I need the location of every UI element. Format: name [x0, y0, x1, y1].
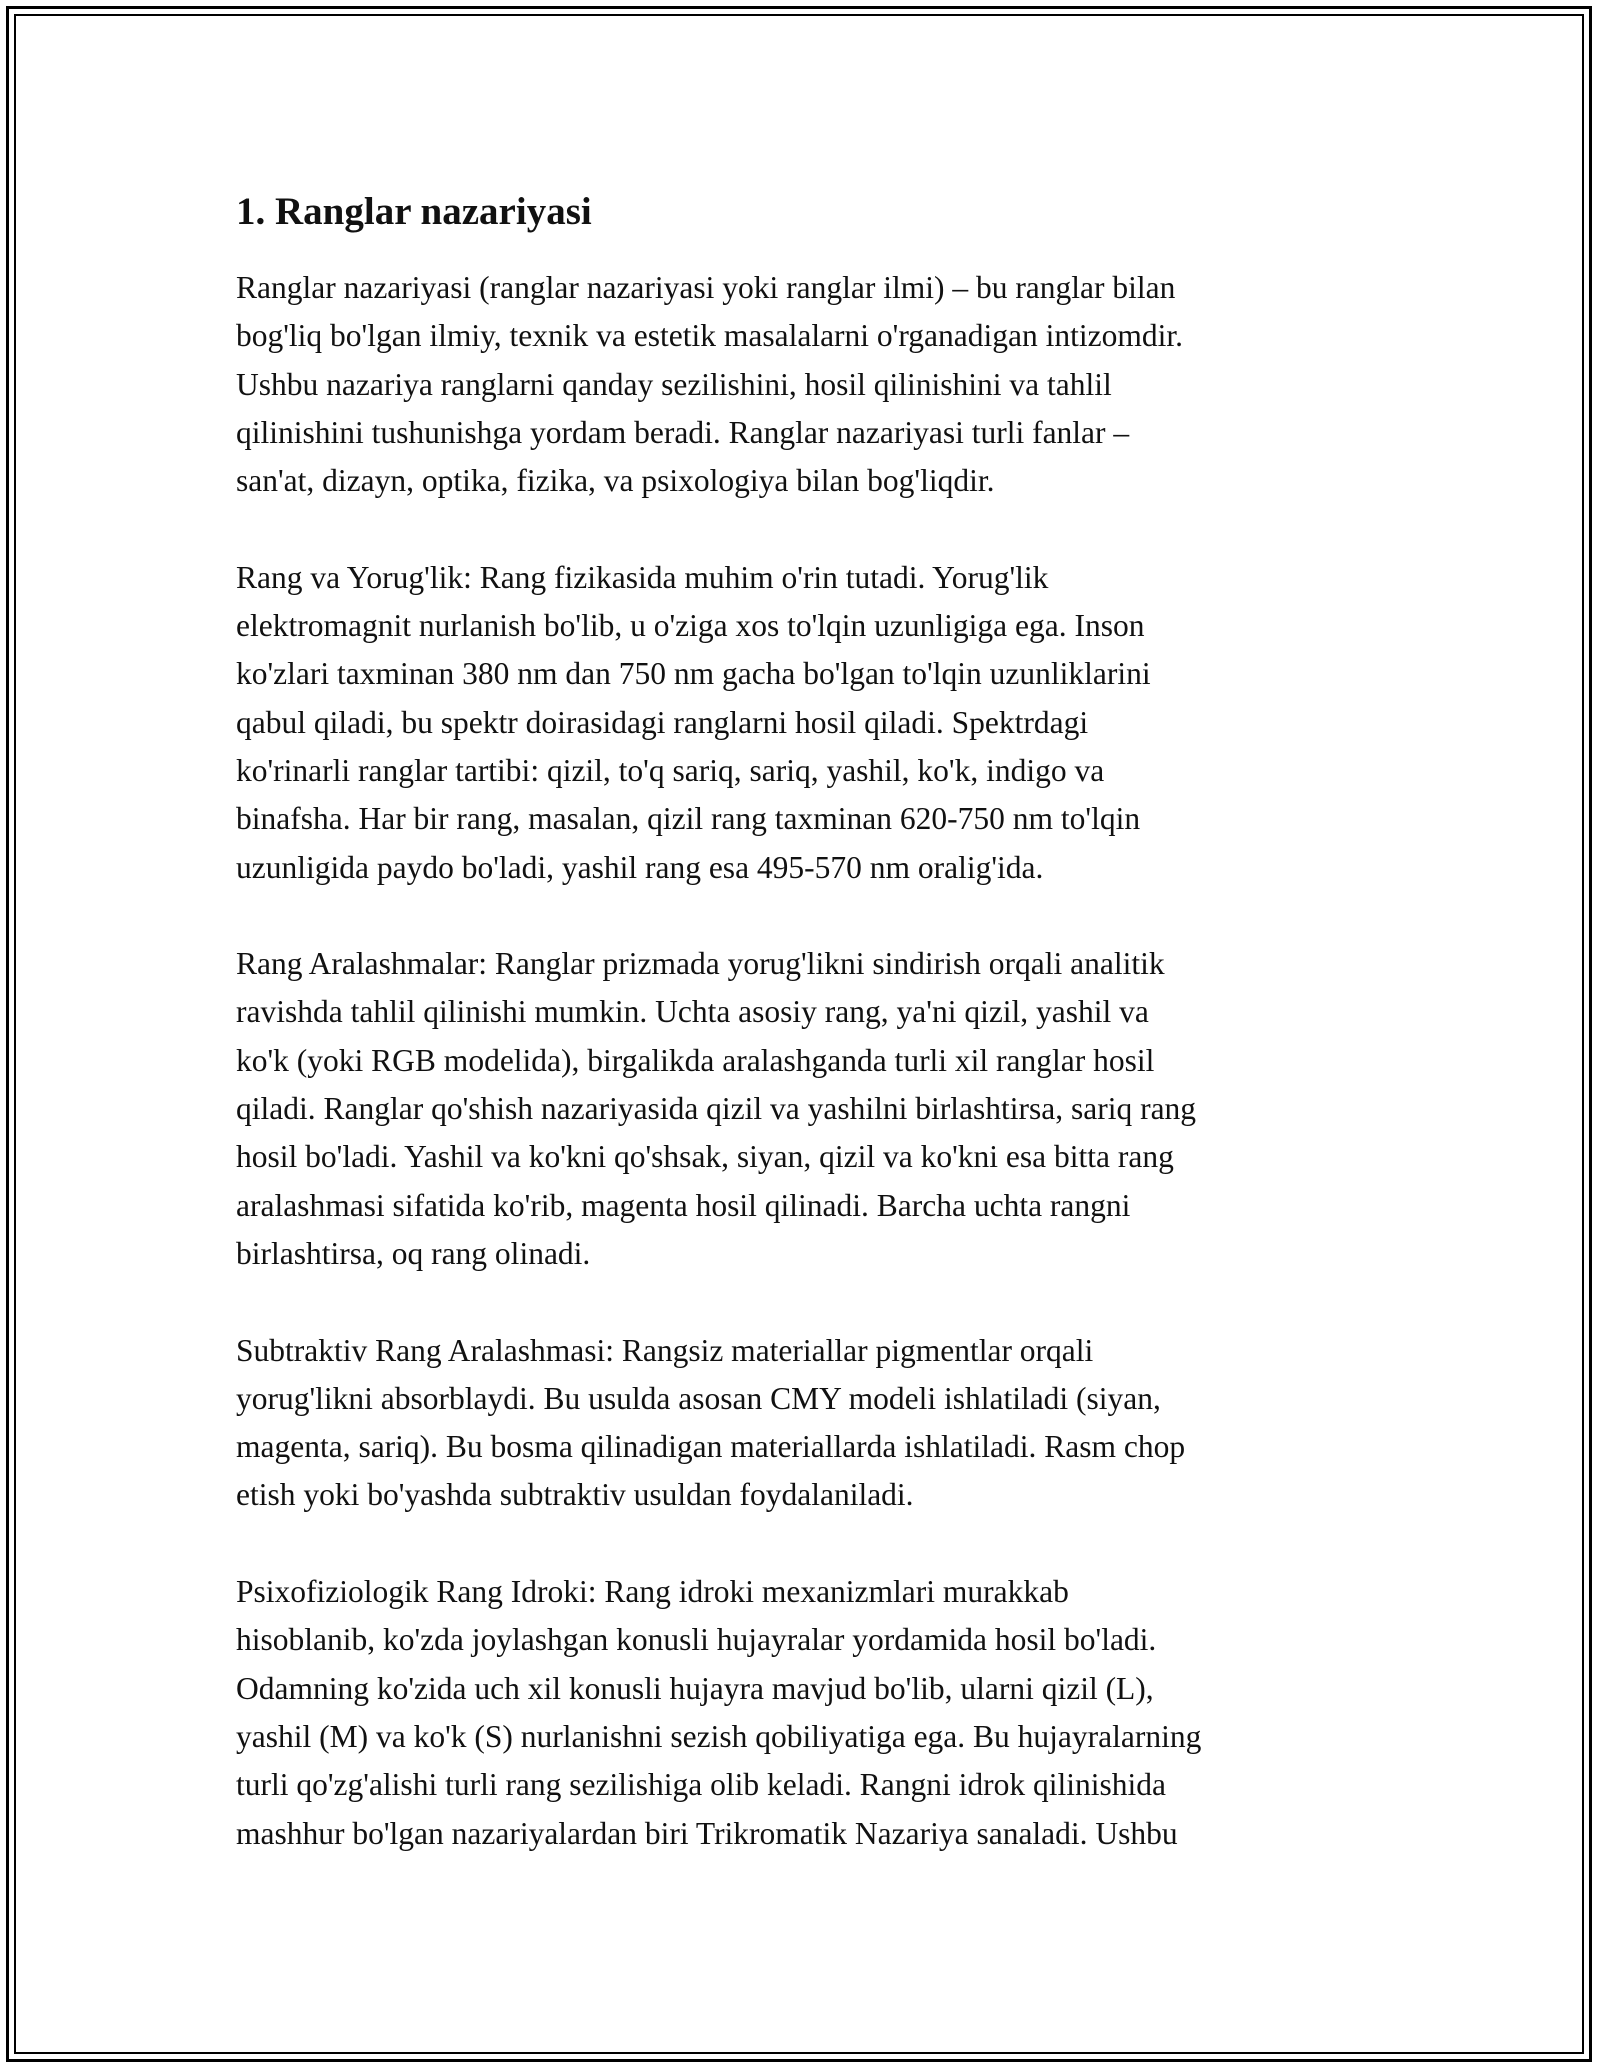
- paragraph-line: Odamning ko'zida uch xil konusli hujayra mavjud bo'lib, ularni qizil (L),: [236, 1670, 1154, 1706]
- paragraph-line: aralashmasi sifatida ko'rib, magenta hosil qilinadi. Barcha uchta rangni: [236, 1187, 1131, 1223]
- paragraph-line: qilinishini tushunishga yordam beradi. Ranglar nazariyasi turli fanlar –: [236, 414, 1130, 450]
- paragraph-line: san'at, dizayn, optika, fizika, va psixologiya bilan bog'liqdir.: [236, 463, 995, 499]
- paragraph-line: hosil bo'ladi. Yashil va ko'kni qo'shsak, siyan, qizil va ko'kni esa bitta rang: [236, 1139, 1174, 1175]
- paragraph-line: yashil (M) va ko'k (S) nurlanishni sezish qobiliyatiga ega. Bu hujayralarning: [236, 1718, 1202, 1754]
- paragraph-line: qiladi. Ranglar qo'shish nazariyasida qizil va yashilni birlashtirsa, sariq rang: [236, 1091, 1197, 1127]
- paragraph-subtraktiv: [236, 1327, 1366, 1520]
- paragraph-line: Rang Aralashmalar: Ranglar prizmada yorug'likni sindirish orqali analitik: [236, 946, 1165, 982]
- paragraph-line: magenta, sariq). Bu bosma qilinadigan materiallarda ishlatiladi. Rasm chop: [236, 1429, 1186, 1465]
- paragraph-line: ravishda tahlil qilinishi mumkin. Uchta asosiy rang, ya'ni qizil, yashil va: [236, 994, 1149, 1030]
- document-body: [236, 188, 1366, 1906]
- paragraph-line: turli qo'zg'alishi turli rang sezilishiga olib keladi. Rangni idrok qilinishida: [236, 1767, 1166, 1803]
- paragraph-line: uzunligida paydo bo'ladi, yashil rang esa 495-570 nm oralig'ida.: [236, 849, 1044, 885]
- paragraph-line: etish yoki bo'yashda subtraktiv usuldan foydalaniladi.: [236, 1477, 914, 1513]
- paragraph-line: hisoblanib, ko'zda joylashgan konusli hujayralar yordamida hosil bo'ladi.: [236, 1622, 1157, 1658]
- paragraph-rang-va-yoruglik: [236, 554, 1366, 892]
- paragraph-line: ko'k (yoki RGB modelida), birgalikda aralashganda turli xil ranglar hosil: [236, 1042, 1155, 1078]
- section-heading: 1. Ranglar nazariyasi: [236, 190, 592, 233]
- paragraph-line: mashhur bo'lgan nazariyalardan biri Trikromatik Nazariya sanaladi. Ushbu: [236, 1815, 1178, 1851]
- paragraph-line: Subtraktiv Rang Aralashmasi: Rangsiz materiallar pigmentlar orqali: [236, 1332, 1094, 1368]
- paragraph-line: ko'rinarli ranglar tartibi: qizil, to'q sariq, sariq, yashil, ko'k, indigo va: [236, 752, 1105, 788]
- paragraph-line: Ranglar nazariyasi (ranglar nazariyasi yoki ranglar ilmi) – bu ranglar bilan: [236, 270, 1176, 305]
- paragraph-intro: [236, 264, 1366, 505]
- paragraph-psixofiziologik: [236, 1568, 1366, 1858]
- paragraph-line: ko'zlari taxminan 380 nm dan 750 nm gacha bo'lgan to'lqin uzunliklarini: [236, 656, 1151, 692]
- paragraph-line: Rang va Yorug'lik: Rang fizikasida muhim o'rin tutadi. Yorug'lik: [236, 559, 1049, 595]
- paragraph-line: yorug'likni absorblaydi. Bu usulda asosan CMY modeli ishlatiladi (siyan,: [236, 1380, 1161, 1416]
- paragraph-line: binafsha. Har bir rang, masalan, qizil rang taxminan 620-750 nm to'lqin: [236, 801, 1141, 837]
- paragraph-line: bog'liq bo'lgan ilmiy, texnik va estetik masalalarni o'rganadigan intizomdir.: [236, 318, 1183, 354]
- paragraph-line: qabul qiladi, bu spektr doirasidagi ranglarni hosil qiladi. Spektrdagi: [236, 704, 1089, 740]
- paragraph-line: elektromagnit nurlanish bo'lib, u o'ziga xos to'lqin uzunligiga ega. Inson: [236, 608, 1145, 644]
- paragraph-rang-aralashmalar: [236, 940, 1366, 1278]
- paragraph-line: birlashtirsa, oq rang olinadi.: [236, 1235, 591, 1271]
- paragraph-line: Psixofiziologik Rang Idroki: Rang idroki mexanizmlari murakkab: [236, 1574, 1069, 1610]
- paragraph-line: Ushbu nazariya ranglarni qanday sezilishini, hosil qilinishini va tahlil: [236, 366, 1112, 402]
